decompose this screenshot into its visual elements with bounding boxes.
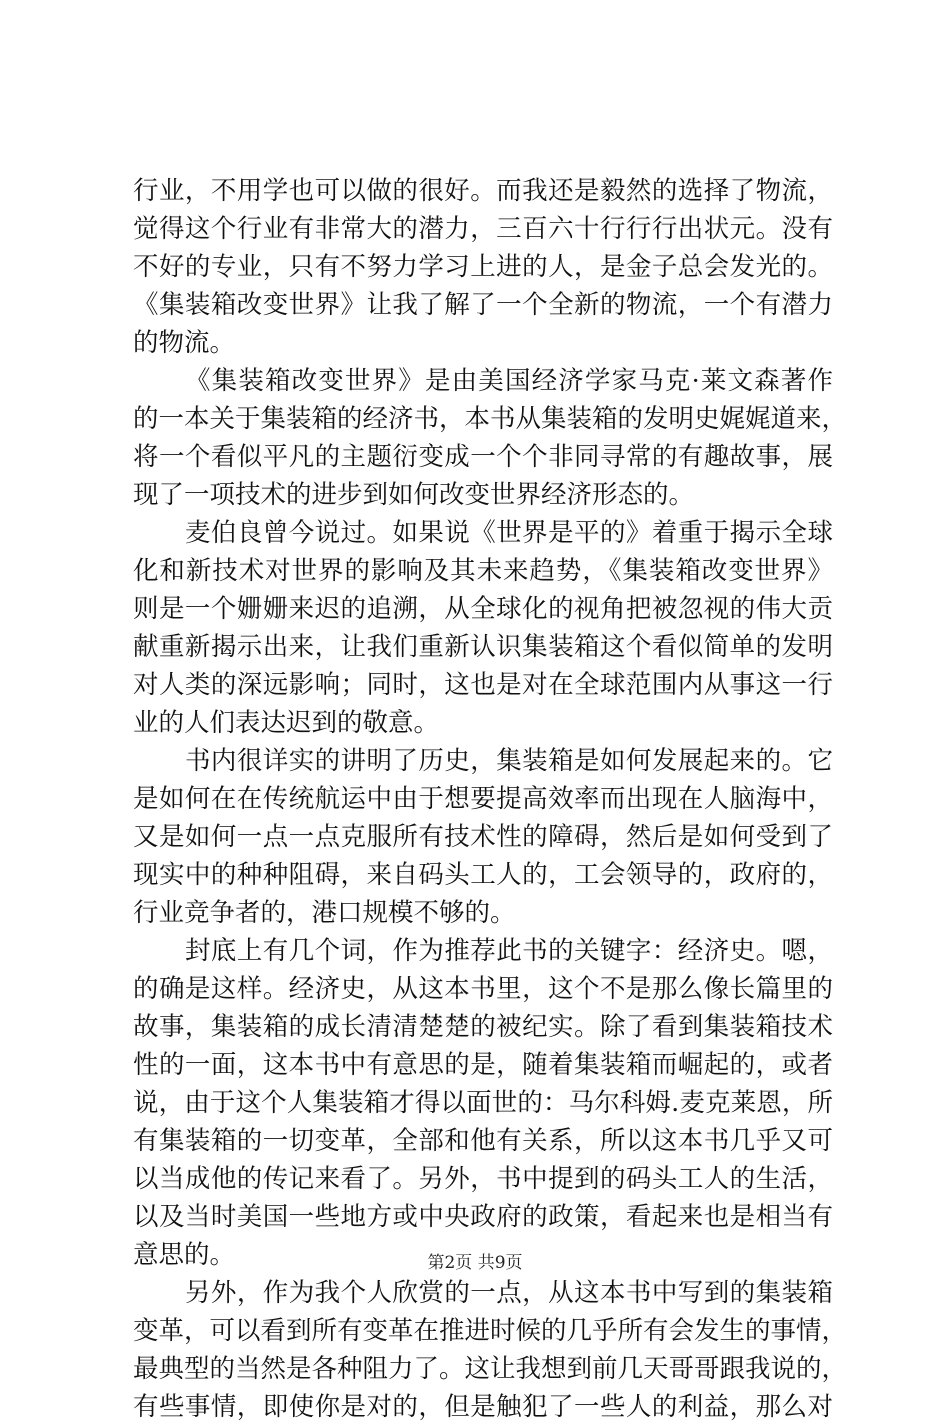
text-line: 性的一面，这本书中有意思的是，随着集装箱而崛起的，或者	[133, 1050, 833, 1080]
text-line: 麦伯良曾今说过。如果说《世界是平的》着重于揭示全球	[185, 518, 833, 548]
text-line: 业的人们表达迟到的敬意。	[133, 708, 440, 738]
document-body	[133, 172, 848, 1426]
paragraph	[133, 1274, 848, 1426]
text-line: 是如何在在传统航运中由于想要提高效率而出现在人脑海中，	[133, 784, 833, 814]
text-line: 的一本关于集装箱的经济书，本书从集装箱的发明史娓娓道来，	[133, 404, 848, 434]
text-line: 故事，集装箱的成长清清楚楚的被纪实。除了看到集装箱技术	[133, 1012, 833, 1042]
text-line: 不好的专业，只有不努力学习上进的人，是金子总会发光的。	[133, 252, 833, 282]
text-line: 变革，可以看到所有变革在推进时候的几乎所有会发生的事情，	[133, 1316, 848, 1346]
text-line: 现了一项技术的进步到如何改变世界经济形态的。	[133, 480, 695, 510]
page-number-footer: 第2页 共9页	[427, 1253, 523, 1273]
text-line: 献重新揭示出来，让我们重新认识集装箱这个看似简单的发明	[133, 632, 833, 662]
text-line: 的物流。	[133, 328, 236, 358]
text-line: 行业，不用学也可以做的很好。而我还是毅然的选择了物流，	[133, 176, 833, 206]
text-line: 行业竞争者的，港口规模不够的。	[133, 898, 516, 928]
text-line: 觉得这个行业有非常大的潜力，三百六十行行行出状元。没有	[133, 214, 833, 244]
text-line: 对人类的深远影响；同时，这也是对在全球范围内从事这一行	[133, 670, 833, 700]
text-line: 意思的。	[133, 1240, 236, 1270]
paragraph	[133, 742, 833, 932]
text-line: 另外，作为我个人欣赏的一点，从这本书中写到的集装箱	[185, 1278, 833, 1308]
text-line: 书内很详实的讲明了历史，集装箱是如何发展起来的。它	[185, 746, 833, 776]
text-line: 化和新技术对世界的影响及其未来趋势，《集装箱改变世界》	[133, 556, 833, 586]
paragraph	[133, 514, 833, 742]
text-line: 又是如何一点一点克服所有技术性的障碍，然后是如何受到了	[133, 822, 833, 852]
text-line: 的确是这样。经济史，从这本书里，这个不是那么像长篇里的	[133, 974, 833, 1004]
text-line: 将一个看似平凡的主题衍变成一个个非同寻常的有趣故事，展	[133, 442, 833, 472]
text-line: 有集装箱的一切变革，全部和他有关系，所以这本书几乎又可	[133, 1126, 833, 1156]
text-line: 封底上有几个词，作为推荐此书的关键字：经济史。嗯，	[185, 936, 833, 966]
text-line: 则是一个姗姗来迟的追溯，从全球化的视角把被忽视的伟大贡	[133, 594, 833, 624]
text-line: 最典型的当然是各种阻力了。这让我想到前几天哥哥跟我说的，	[133, 1354, 848, 1384]
text-line: 现实中的种种阻碍，来自码头工人的，工会领导的，政府的，	[133, 860, 833, 890]
paragraph	[133, 172, 833, 362]
text-line: 说，由于这个人集装箱才得以面世的：马尔科姆.麦克莱恩，所	[133, 1088, 833, 1118]
text-line: 以当成他的传记来看了。另外，书中提到的码头工人的生活，	[133, 1164, 833, 1194]
text-line: 有些事情，即使你是对的，但是触犯了一些人的利益，那么对	[133, 1392, 833, 1422]
text-line: 《集装箱改变世界》是由美国经济学家马克·莱文森著作	[185, 366, 833, 396]
text-line: 以及当时美国一些地方或中央政府的政策，看起来也是相当有	[133, 1202, 833, 1232]
text-line: 《集装箱改变世界》让我了解了一个全新的物流，一个有潜力	[133, 290, 833, 320]
paragraph	[133, 362, 848, 514]
paragraph	[133, 932, 833, 1274]
